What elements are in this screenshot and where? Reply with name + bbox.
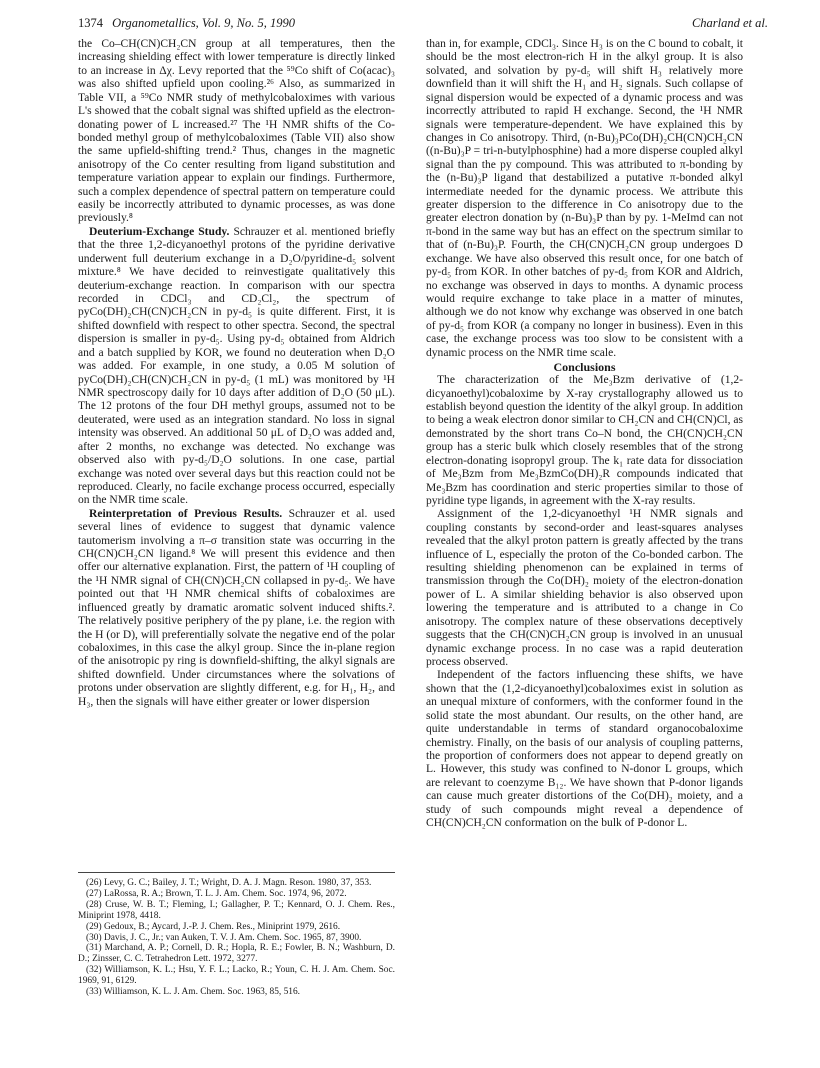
footnote-item: (33) Williamson, K. L. J. Am. Chem. Soc. 1963, 85, 516.	[86, 987, 301, 998]
running-header	[78, 16, 768, 34]
header-left	[78, 16, 295, 31]
body-paragraph: The characterization of the Me₃Bzm derivative of (1,2-dicyanoethyl)cobaloxime by X-ray crystallography allowed us to establish beyond question the identity of the alkyl group. In addition to being a weak electron donor similar to CH₂CN and CH(CN)Cl, as demonstrated by the short trans Co–N bond, the CH(CN)CH₂CN group has a steric bulk which closely resembles that of the strong electron-donating isopropyl group. The k₁ rate data for dissociation of Me₃Bzm from Me₃BzmCo(DH)₂R compounds indicated that Me₃Bzm has coordination and steric properties similar to those of pyridine type ligands, in agreement with the X-ray results.	[426, 374, 744, 507]
paragraph-text: Schrauzer et al. mentioned briefly that the three 1,2-dicyanoethyl protons of the pyridine derivative underwent full deuterium exchange in a D₂O/pyridine-d₅ solvent mixture.⁸ We have decided to reinvestigate qualitatively this deuterium-exchange reaction. In comparison with our spectra recorded in CDCl₃ and CD₂Cl₂, the spectrum of pyCo(DH)₂CH(CN)CH₂CN in py-d₅ is quite different. First, it is shifted downfield with respect to other spectra. Second, the spectral dispersion is smaller in py-d₅. Using py-d₅ obtained from Aldrich and a batch supplied by KOR, we found no deuteration when D₂O was added. For example, in one study, a 0.05 M solution of pyCo(DH)₂CH(CN)CH₂CN in py-d₅ (1 mL) was monitored by ¹H NMR spectroscopy daily for 10 days after addition of D₂O (50 μL). The 12 protons of the four DH methyl groups, assumed not to be deuterated, were used as an integration standard. No loss in signal intensity was observed. An additional 50 μL of D₂O was added and, after 2 months, no exchange was detected. No exchange was observed also with py-d₅/D₂O solutions. In one case, partial exchange was noted over several days but this reaction could not be reproduced. Clearly, no facile exchange process occurred, especially on the NMR time scale.	[78, 225, 395, 507]
journal-citation: Organometallics, Vol. 9, No. 5, 1990	[112, 16, 295, 30]
right-column	[426, 38, 743, 830]
paragraph-text: Schrauzer et al. used several lines of evidence to suggest that dynamic valence tautomerism involving a π–σ transition state was occurring in the CH(CN)CH₂CN ligand.⁸ We will present this evidence and then offer our alternative explanation. First, the pattern of ¹H coupling of the ¹H NMR signal of CH(CN)CH₂CN collapsed in py-d₅. We have pointed out that ¹H NMR chemical shifts of cobaloximes are influenced greatly by dramatic aromatic solvent induced shifts.². The relatively positive periphery of the py plane, i.e. the region with the H (or D), will preferentially solvate the negative end of the polar cobaloximes, in this case the alkyl group. Since the in-plane region of the anisotropic py ring is downfield-shifting, the alkyl signals are shifted downfield. Under circumstances where the solvations of protons under observation are slightly different, e.g. for H₁, H₂, and H₃, then the signals will have either greater or lower dispersion	[78, 507, 395, 708]
body-paragraph: Independent of the factors influencing these shifts, we have shown that the (1,2-dicyanoethyl)cobaloximes exist in solution as an unequal mixture of conformers, with the conformer found in the solid state the most abundant. Our results, on the other hand, are quite understandable in terms of standard organocobaloxime chemistry. Finally, on the basis of our analysis of coupling patterns, the proportion of conformers does not appear to depend greatly on L. However, this study was confined to N-donor L groups, which are relevant to coenzyme B₁₂. We have shown that P-donor ligands can cause much greater distortions of the Co(DH)₂ moiety, and a study of such compounds might reveal a dependence of CH(CN)CH₂CN conformation on the bulk of P-donor L.	[426, 669, 743, 830]
footnote-item: (27) LaRossa, R. A.; Brown, T. L. J. Am. Chem. Soc. 1974, 96, 2072.	[86, 888, 347, 899]
footnote-item: (32) Williamson, K. L.; Hsu, Y. F. L.; Lacko, R.; Youn, C. H. J. Am. Chem. Soc. 1969, 91, 6129.	[78, 965, 395, 987]
page-number: 1374	[78, 16, 103, 30]
footnote-item: (30) Davis, J. C., Jr.; van Auken, T. V. J. Am. Chem. Soc. 1965, 87, 3900.	[86, 932, 362, 943]
footnote-item: (31) Marchand, A. P.; Cornell, D. R.; Hopla, R. E.; Fowler, B. N.; Washburn, D. D.; Zinsser, C. C. Tetrahedron Lett. 1972, 3277.	[78, 943, 395, 965]
body-paragraph: the Co–CH(CN)CH₂CN group at all temperatures, then the increasing shielding effect with lower temperature is directly linked to an increase in Δχ. Levy reported that the ⁵⁹Co shift of Co(acac)₃ was also shifted upfield upon cooling.²⁶ Also, as summarized in Table VII, a ⁵⁹Co NMR study of methylcobaloximes with various L's showed that the cobalt signal was shifted upfield as the electron-donating power of L increased.²⁷ The ¹H NMR shifts of the Co-bonded methyl group of methylcobaloximes (Table VII) also show the same upfield-shifting trend.² Thus, changes in the magnetic anisotropy of the Co center resulting from ligand substitution and temperature variation appear to explain our findings. Furthermore, such a complex dependence of spectral pattern on temperature could easily be incorrectly attributed to dynamic processes, as was done previously.⁸	[78, 38, 395, 225]
reinterpretation-paragraph	[78, 508, 395, 709]
section-heading-deuterium-exchange: Deuterium-Exchange Study.	[89, 225, 230, 238]
header-authors: Charland et al.	[691, 16, 768, 30]
section-heading-reinterpretation: Reinterpretation of Previous Results.	[89, 507, 283, 520]
left-column	[78, 38, 395, 709]
footnote-item: (28) Cruse, W. B. T.; Fleming, I.; Gallagher, P. T.; Kennard, O. J. Chem. Res., Miniprint 1978, 4418.	[78, 899, 395, 921]
body-paragraph: than in, for example, CDCl₃. Since H₃ is on the C bound to cobalt, it should be the most electron-rich H in the alkyl group. It is also solvated, and solvation by py-d₅ will shift H₃ relatively more downfield than it will shift the H₁ and H₂ signals. Such collapse of signal dispersion would be expected of a dynamic process and was incorrectly attributed to rapid H exchange. Second, the ¹H NMR signals were temperature-dependent. We have explained this by changes in Co anisotropy. Third, (n-Bu)₃PCo(DH)₂CH(CN)CH₂CN ((n-Bu)₃P = tri-n-butylphosphine) had a more disperse coupled alkyl signal than the py compound. This was attributed to π-bonding by the (n-Bu)₃P ligand that destabilized a putative π-bonded alkyl intermediate needed for the dynamic process. We attribute this greater dispersion to the difference in Co anisotropy due to the greater electron donation by (n-Bu)₃P than by py. 1-MeImd can not π-bond in the same way but has an effect on the spectrum similar to that of (n-Bu)₃P. Fourth, the CH(CN)CH₂CN group undergoes D exchange. We have also observed this result once, for one batch of py-d₅ from KOR. In other batches of py-d₅ from KOR and Aldrich, no exchange was observed in days to months. A dynamic process would require exchange to take place in a matter of minutes, although we do not know why exchange was observed in one batch of py-d₅ from KOR (a company no longer in business). Even in this case, the exchange process was too slow to be consistent with a dynamic process on the NMR time scale.	[426, 38, 743, 359]
footnote-rule	[78, 872, 395, 873]
footnote-list	[78, 878, 395, 998]
section-heading-conclusions: Conclusions	[553, 360, 616, 375]
footnotes	[78, 872, 395, 998]
deuterium-exchange-paragraph	[78, 226, 395, 508]
body-paragraph: Assignment of the 1,2-dicyanoethyl ¹H NMR signals and coupling constants by second-order and least-squares analyses revealed that the alkyl proton pattern is greatly affected by the trans influence of L, especially the proton of the Co-bonded carbon. The resulting shielding phenomenon can be explained in terms of transmission through the Co(DH)₂ moiety of the electron-donation power of L. A similar shielding behavior is also observed upon lowering the temperature and is attributed to a change in Co anisotropy. The complex nature of these observations deceptively suggests that the CH(CN)CH₂CN group is involved in an unusual dynamic exchange process. In no case was a rapid deuteration process observed.	[426, 508, 743, 668]
footnote-item: (29) Gedoux, B.; Aycard, J.-P. J. Chem. Res., Miniprint 1979, 2616.	[86, 921, 341, 932]
footnote-item: (26) Levy, G. C.; Bailey, J. T.; Wright, D. A. J. Magn. Reson. 1980, 37, 353.	[86, 878, 372, 888]
